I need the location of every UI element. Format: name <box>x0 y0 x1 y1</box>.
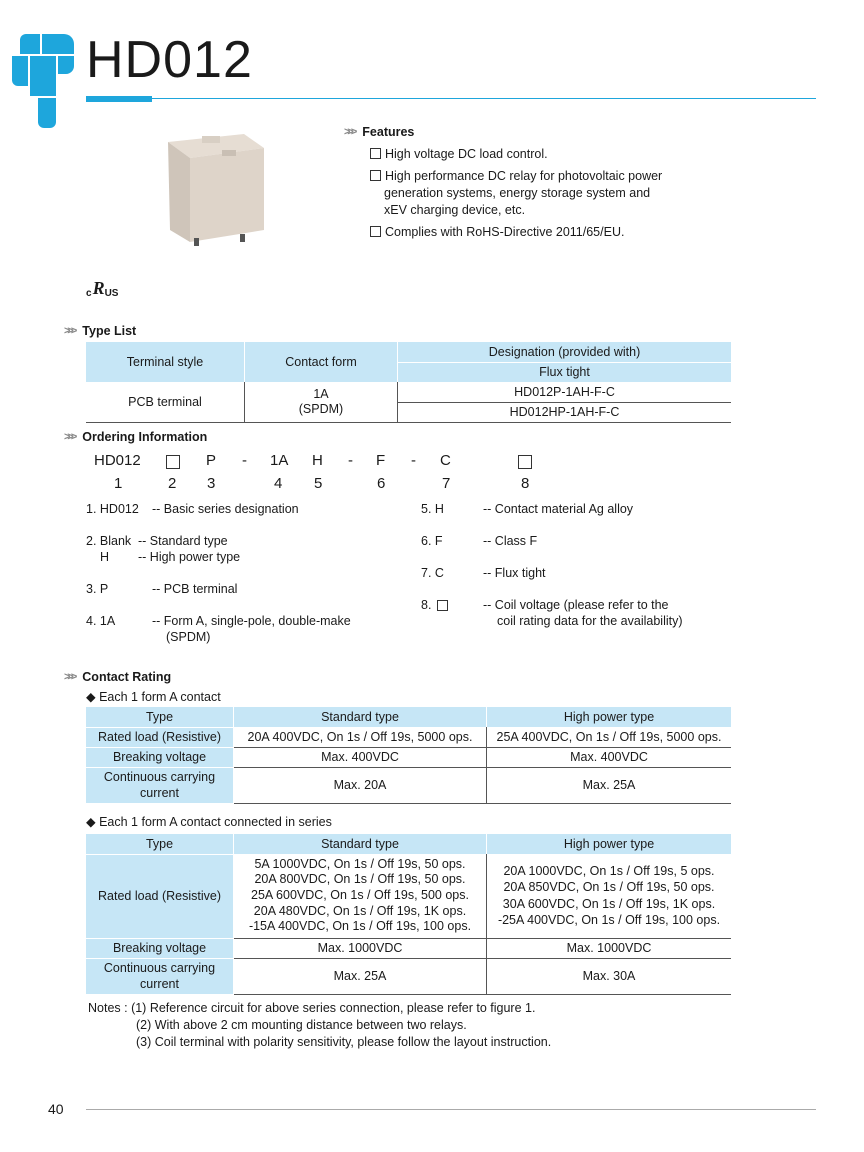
feature-item: High voltage DC load control. <box>370 146 700 163</box>
type-list-table: Terminal style Contact form Designation (provided with) Flux tight PCB terminal 1A (SPDM) HD012P-1AH-F-C HD012HP-1AH-F-C <box>86 342 731 423</box>
ordering-heading: >>> Ordering Information <box>64 430 208 444</box>
footer-rule <box>86 1109 816 1110</box>
contact-rating-sub2: ◆ Each 1 form A contact connected in series <box>86 815 332 829</box>
type-list-heading: >>> Type List <box>64 324 137 338</box>
contact-rating-table-2: Type Standard type High power type Rated load (Resistive) 5A 1000VDC, On 1s / Off 19s, 50 ops. 20A 800VDC, On 1s / Off 19s, 50 ops. 25A 600VDC, On 1s / Off 19s, 500 ops. 20A 480VDC, On 1s / Off 19s, 1K ops. -15A 400VDC, On 1s / Off 19s, 100 ops. 20A 1000VDC, On 1s / Off 19s, 5 ops. 20A 850VDC, On 1s / Off 19s, 50 ops. 30A 600VDC, On 1s / Off 19s, 1K ops. -25A 400VDC, On 1s / Off 19s, 100 ops. Breaking voltage Max. 1000VDC Max. 1000VDC Continuous carrying current Max. 25A Max. 30A <box>86 834 731 995</box>
title-accent-bar <box>86 96 152 102</box>
chevron-right-icon: >>> <box>64 671 75 683</box>
blank-box-icon <box>166 455 180 469</box>
chevron-right-icon: >>> <box>64 325 75 337</box>
page-title: HD012 <box>86 31 253 89</box>
ordering-legend-left: 1. HD012 -- Basic series designation 2. Blank -- Standard type H -- High power type 3. P -- PCB terminal 4. 1A -- Form A, single-pole, double-make (SPDM) <box>86 502 351 644</box>
contact-rating-table-1: Type Standard type High power type Rated load (Resistive) 20A 400VDC, On 1s / Off 19s, 5000 ops. 25A 400VDC, On 1s / Off 19s, 5000 ops. Breaking voltage Max. 400VDC Max. 400VDC Continuous carrying current Max. 20A Max. 25A <box>86 707 731 804</box>
title-rule <box>86 98 816 99</box>
page-number: 40 <box>48 1101 64 1117</box>
notes: Notes : (1) Reference circuit for above series connection, please refer to figure 1. (2) With above 2 cm mounting distance between two relays. (3) Coil terminal with polarity sensitivity, please follow the layout instruction. <box>88 1001 552 1049</box>
ul-certification-mark: c R US <box>86 278 119 299</box>
ordering-code: HD012 P - 1A H - F - C 1 2 3 4 5 6 7 8 <box>86 452 646 492</box>
feature-item: Complies with RoHS-Directive 2011/65/EU. <box>370 224 700 241</box>
features-heading: >>> Features <box>344 125 415 139</box>
model-cell: HD012HP-1AH-F-C <box>398 402 732 422</box>
brand-logo <box>12 30 78 130</box>
checkbox-icon <box>370 170 381 181</box>
chevron-right-icon: >>> <box>64 431 75 443</box>
contact-rating-heading: >>> Contact Rating <box>64 670 172 684</box>
model-cell: HD012P-1AH-F-C <box>398 382 732 402</box>
checkbox-icon <box>370 226 381 237</box>
feature-item: High performance DC relay for photovoltaic power <box>370 168 700 185</box>
blank-box-icon <box>518 455 532 469</box>
relay-product-image <box>160 130 272 248</box>
contact-rating-sub1: ◆ Each 1 form A contact <box>86 690 221 704</box>
chevron-right-icon: >>> <box>344 126 355 138</box>
blank-box-icon <box>437 600 448 611</box>
ordering-legend-right: 5. H -- Contact material Ag alloy 6. F -- Class F 7. C -- Flux tight 8. -- Coil voltage (please refer to the coil rating data for the availability) <box>421 502 683 628</box>
checkbox-icon <box>370 148 381 159</box>
features-list: High voltage DC load control. High performance DC relay for photovoltaic power generation systems, energy storage system and xEV charging device, etc. Complies with RoHS-Directive 2011/65/EU. <box>370 146 700 241</box>
